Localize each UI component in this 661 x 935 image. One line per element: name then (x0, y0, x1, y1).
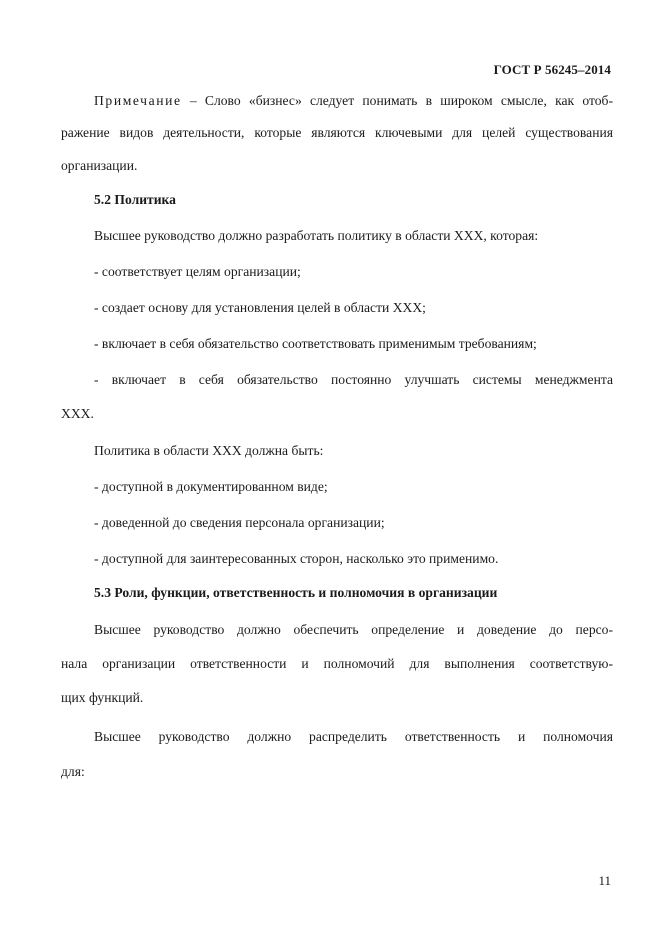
list-item: - доступной для заинтересованных сторон, насколько это применимо. (94, 551, 499, 566)
standard-id-header: ГОСТ Р 56245–2014 (493, 62, 611, 77)
list-item: - доведенной до сведения персонала организации; (94, 515, 385, 530)
note-label: Примечание (94, 93, 182, 108)
page-number: 11 (598, 873, 611, 888)
note-line-2: ражение видов деятельности, которые являются ключевыми для целей существования (61, 125, 613, 140)
list-item: - включает в себя обязательство соответствовать применимым требованиям; (94, 336, 537, 351)
paragraph-line: Высшее руководство должно обеспечить определение и доведение до персо- (94, 622, 613, 637)
list-item: - создает основу для установления целей в области ХХХ; (94, 300, 426, 315)
note-line-1-text: – Слово «бизнес» следует понимать в широком смысле, как отоб- (181, 93, 613, 108)
list-item: - соответствует целям организации; (94, 264, 301, 279)
paragraph-line: нала организации ответственности и полномочий для выполнения соответствую- (61, 656, 613, 671)
paragraph-line: щих функций. (61, 690, 144, 705)
section-5-2-intro: Высшее руководство должно разработать политику в области ХХХ, которая: (94, 228, 539, 243)
list-item: - доступной в документированном виде; (94, 479, 328, 494)
note-line-1 (94, 93, 613, 109)
section-5-2-heading: 5.2 Политика (94, 192, 176, 207)
section-5-3-heading: 5.3 Роли, функции, ответственность и полномочия в организации (94, 585, 498, 600)
list-item: - включает в себя обязательство постоянно улучшать системы менеджмента (94, 372, 613, 387)
policy-intro: Политика в области ХХХ должна быть: (94, 443, 324, 458)
note-line-3: организации. (61, 158, 138, 173)
list-item-continuation: ХХХ. (61, 406, 94, 421)
paragraph-line: для: (61, 764, 85, 779)
paragraph-line: Высшее руководство должно распределить ответственность и полномочия (94, 729, 613, 744)
